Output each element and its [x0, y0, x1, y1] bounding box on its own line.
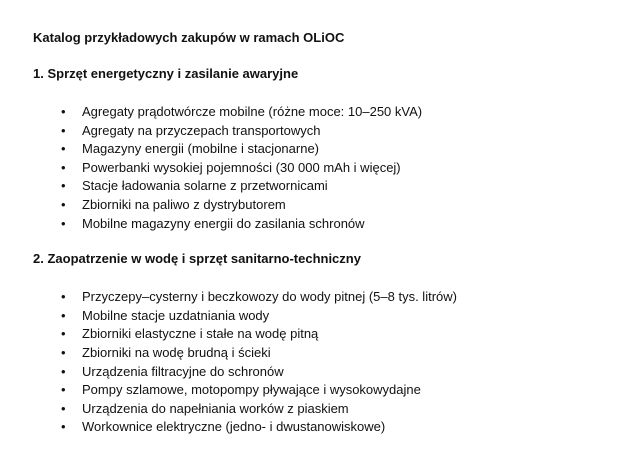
bullet-item: • Urządzenia do napełniania worków z piaskiem — [33, 400, 587, 419]
bullet-item: • Agregaty prądotwórcze mobilne (różne moce: 10–250 kVA) — [33, 103, 587, 122]
sections-container — [33, 66, 587, 437]
bullet-item: • Stacje ładowania solarne z przetwornicami — [33, 177, 587, 196]
bullet-item: • Mobilne stacje uzdatniania wody — [33, 307, 587, 326]
bullet-item: • Mobilne magazyny energii do zasilania schronów — [33, 215, 587, 234]
bullet-item: • Pompy szlamowe, motopompy pływające i wysokowydajne — [33, 381, 587, 400]
bullet-list — [33, 103, 587, 233]
bullet-item: • Zbiorniki na wodę brudną i ścieki — [33, 344, 587, 363]
bullet-item: • Agregaty na przyczepach transportowych — [33, 122, 587, 141]
bullet-item: • Urządzenia filtracyjne do schronów — [33, 363, 587, 382]
bullet-item: • Przyczepy–cysterny i beczkowozy do wody pitnej (5–8 tys. litrów) — [33, 288, 587, 307]
bullet-item: • Zbiorniki na paliwo z dystrybutorem — [33, 196, 587, 215]
section-heading: 1. Sprzęt energetyczny i zasilanie awaryjne — [33, 66, 299, 81]
bullet-item: • Powerbanki wysokiej pojemności (30 000 mAh i więcej) — [33, 159, 587, 178]
bullet-list — [33, 288, 587, 437]
bullet-item: • Magazyny energii (mobilne i stacjonarne) — [33, 140, 587, 159]
section-heading: 2. Zaopatrzenie w wodę i sprzęt sanitarno-techniczny — [33, 251, 361, 267]
bullet-item: • Zbiorniki elastyczne i stałe na wodę pitną — [33, 325, 587, 344]
bullet-item: • Workownice elektryczne (jedno- i dwustanowiskowe) — [33, 418, 587, 437]
document-title: Katalog przykładowych zakupów w ramach OLiOC — [33, 30, 345, 45]
